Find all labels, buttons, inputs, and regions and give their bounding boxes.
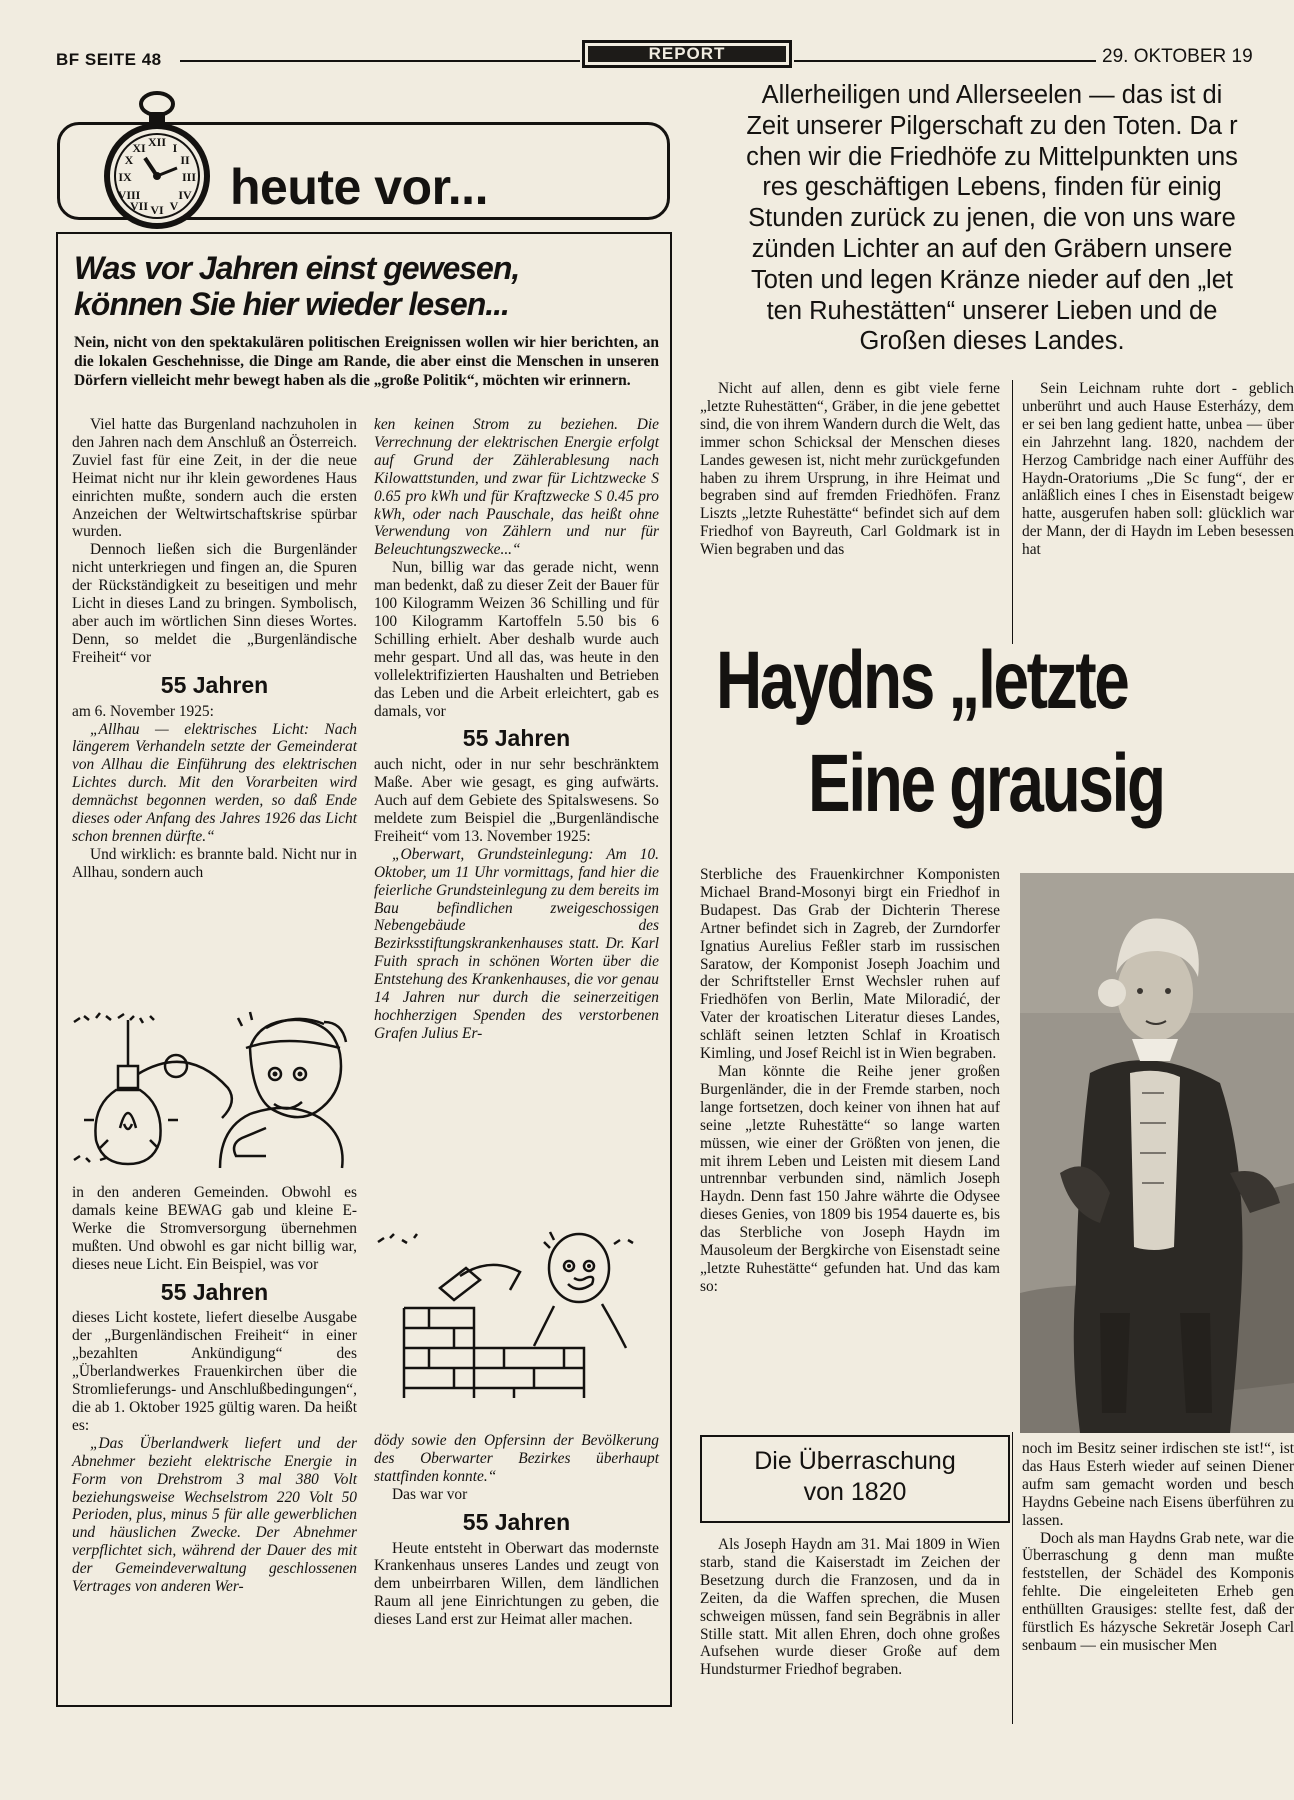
svg-text:VIII: VIII (117, 188, 141, 202)
svg-text:I: I (172, 141, 178, 155)
subhead-line-1: Was vor Jahren einst gewesen, (74, 250, 520, 286)
header-rule-left (180, 60, 580, 62)
quote: „Oberwart, Grundsteinlegung: Am 10. Oktober, um 11 Uhr vormittags, fand hier die feierliche Grundsteinlegung zu dem bereits im Bau befindlichen zweigeschossigen Nebengebäude des Bezirksstiftungskrankenhauses statt. Dr. Karl Fuith sprach in schönen Worten über die Entstehung des Krankenhauses, die vor genau 14 Jahren nur durch die seinerzeitigen hochherzigen Spenden des verstorbenen Grafen Julius Er- (374, 845, 659, 1042)
article-deck (690, 80, 1294, 357)
column-divider (1012, 380, 1013, 644)
right-column-a1 (700, 380, 1000, 646)
right-column-a2 (700, 866, 1000, 1424)
left-column-1b (72, 1184, 357, 1596)
bricklayer-cartoon (374, 1228, 664, 1400)
left-column-2a (374, 416, 659, 1043)
deck-line: Zeit unserer Pilgerschaft zu den Toten. Da r (746, 111, 1238, 140)
svg-text:V: V (169, 199, 179, 213)
deck-line: Toten und legen Kränze nieder auf den „let (750, 265, 1233, 294)
svg-text:VII: VII (129, 199, 149, 213)
deck-line: zünden Lichter an auf den Gräbern unsere (751, 234, 1233, 263)
haydn-portrait (1020, 873, 1294, 1433)
paragraph: Sein Leichnam ruhte dort - geblich unberührt und auch Hause Esterházy, dem er sei ben lang gedient hatte, unbea — über ein Jahrzehnt lang. 1820, nachdem der Herzog Cambridge nach einer Aufführ des Haydn-Oratoriums „Die Sc fung“, der er anläßlich eines I ches in Eisenstadt beigew hatte, ausgerufen haben soll: glücklich war der Mann, der di Haydn im Leben besessen hat (1022, 380, 1294, 559)
paragraph: dieses Licht kostete, liefert dieselbe Ausgabe der „Burgenländischen Freiheit“ in einer „bezahlten Ankündigung“ des „Überlandwerkes Frauenkirchen über die Stromlieferungs- und Anschlußbedingungen“, die ab 1. Oktober 1925 gültig waren. Da heißt es: (72, 1309, 357, 1434)
paragraph: Das war vor (392, 1485, 468, 1503)
paragraph: noch im Besitz seiner irdischen ste ist!“, ist das Haus Esterh wieder auf seinen Diener aufm sam gemacht worden und besch Haydns Gebeine nach Eisens überführen zu lassen. (1022, 1440, 1294, 1529)
deck-line: res geschäftigen Lebens, finden für einig (762, 173, 1222, 202)
paragraph: Sterbliche des Frauenkirchner Komponisten Michael Brand-Mosonyi birgt ein Friedhof in Budapest. Das Grab der Dichterin Therese Artner befindet sich in Zagreb, der Zurndorfer Ignatius Aurelius Feßler starb im russischen Saratow, der Komponist Joseph Joachim und der Schriftsteller Ernst Wechsler ruhen auf Friedhöfen von Berlin, Mate Miloradić, der Vater der kroatischen Literatur dieses Landes, schläft seinen letzten Schlaf in Kroatisch Kimling, und Josef Reichl ist in Wien begraben. (700, 866, 1000, 1063)
deck-line: Allerheiligen und Allerseelen — das ist di (761, 81, 1223, 109)
deck-line: ten Ruhestätten“ unserer Lieben und de (766, 296, 1218, 325)
deck-line: chen wir die Friedhöfe zu Mittelpunkten uns (746, 142, 1238, 171)
subheading-line-1: Die Überraschung (754, 1447, 956, 1475)
paragraph: Nun, billig war das gerade nicht, wenn man bedenkt, daß zu dieser Zeit der Bauer für 100 Kilogramm Weizen 36 Schilling und für 100 Kilogramm Kartoffeln 5.50 bis 6 Schilling erhielt. Aber deshalb wurde auch mehr gespart. Und all das, was heute in den vollelektrifizierten Haushalten und Betrieben das Leben und die Arbeit erleichtert, gab es damals, vor (374, 559, 659, 720)
svg-text:X: X (124, 153, 134, 167)
deck-line: Stunden zurück zu jenen, die von uns ware (748, 204, 1236, 233)
section-label: REPORT (588, 46, 786, 62)
svg-text:II: II (180, 153, 190, 167)
years-heading: 55 Jahren (160, 1278, 269, 1305)
portrait-engraving (1020, 873, 1294, 1433)
paragraph: Heute entsteht in Oberwart das modernste Krankenhaus unseres Landes und zeugt von dem unbeirrbaren Willen, dem ländlichen Raum all jene Einrichtungen zu geben, die dieses Land erst zur Heimat aller machen. (374, 1539, 659, 1629)
header-rule-right (794, 60, 1096, 62)
svg-text:III: III (181, 170, 197, 184)
page-label: BF SEITE 48 (56, 50, 162, 69)
headline-line-1: Haydns „letzte (716, 635, 1128, 726)
quote: dödy sowie den Opfersinn der Bevölkerung des Oberwarter Bezirkes überhaupt stattfinden konnte.“ (374, 1432, 659, 1485)
svg-text:VI: VI (150, 203, 164, 217)
quote: „Allhau — elektrisches Licht: Nach längerem Verhandeln setzte der Gemeinderat von Allhau die Einführung des elektrischen Lichtes durch. Mit den Vorarbeiten wird demnächst begonnen werden, so daß Ende dieses oder Anfang des Jahres 1926 das Licht schon brennen dürfte.“ (72, 720, 357, 845)
paragraph: am 6. November 1925: (72, 702, 214, 720)
paragraph: auch nicht, oder in nur sehr beschränktem Maße. Aber wie gesagt, es ging aufwärts. Auch auf dem Gebiete des Spitalswesens. So meldete zum Beispiel die „Burgenländische Freiheit“ vom 13. November 1925: (374, 756, 659, 845)
issue-date: 29. OKTOBER 19 (1102, 46, 1253, 67)
article-subhead (74, 250, 654, 322)
quote: „Das Überlandwerk liefert und der Abnehmer bezieht elektrische Energie in Form von Drehstrom 3 mal 380 Volt beziehungsweise Wechselstrom 220 Volt 50 Perioden, plus, minus 5 für alle gewerblichen und häuslichen Zwecke. Der Abnehmer verpflichtet sich, während der Dauer des mit der Gemeindeverwaltung geschlossenen Vertrages von anderen Wer- (72, 1434, 357, 1596)
lightbulb-cartoon (70, 1008, 360, 1170)
pocket-watch-icon (97, 90, 217, 230)
section-label-box (582, 40, 792, 68)
paragraph: Und wirklich: es brannte bald. Nicht nur in Allhau, sondern auch (72, 845, 357, 881)
quote: ken keinen Strom zu beziehen. Die Verrechnung der elektrischen Energie erfolgt auf Grund der Zählerablesung nach Kilowattstunden, und zwar für Lichtzwecke S 0.65 pro kWh und für Kraftzwecke S 0.45 pro kWh, oder nach Pauschale, das heißt ohne Verwendung von Zählern und nur für Beleuchtungszwecke...“ (374, 416, 659, 559)
right-column-b2 (1022, 1440, 1294, 1730)
column-title: heute vor... (230, 159, 488, 215)
left-column-1a (72, 416, 357, 882)
years-heading: 55 Jahren (462, 725, 571, 752)
deck-line: Großen dieses Landes. (859, 327, 1125, 356)
svg-text:IX: IX (118, 170, 132, 184)
svg-text:XII: XII (147, 135, 167, 149)
paragraph: Viel hatte das Burgenland nachzuholen in den Jahren nach dem Anschluß an Österreich. Zuviel fast für eine Zeit, in der die neue Heimat nicht nur ihr klein gewordenes Haus einrichten mußte, sondern auch die ersten Anzeichen der Weltwirtschaftskrise spürbar wurden. (72, 416, 357, 541)
subheading (700, 1446, 1010, 1508)
column-divider (1012, 1432, 1013, 1724)
paragraph: Doch als man Haydns Grab nete, war die Überraschung g denn man mußte feststellen, der Schädel des Komponis fehlte. Die eingeleiteten Erheb gen enthüllten Grausiges: stellte fest, daß der fürstlich Es házysche Sekretär Joseph Carl senbaum — ein musischer Men (1022, 1529, 1294, 1654)
subhead-line-2: können Sie hier wieder lesen... (74, 286, 509, 322)
right-column-b1 (1022, 380, 1294, 646)
years-heading: 55 Jahren (160, 671, 269, 698)
paragraph: Dennoch ließen sich die Burgenländer nicht unterkriegen und fingen an, die Spuren der Rückständigkeit zu beseitigen und mehr Licht in dieses Land zu bringen. Symbolisch, aber auch im wörtlichen Sinn dieses Wortes. Denn, so meldet die „Burgenländische Freiheit“ vor (72, 541, 357, 666)
paragraph: Man könnte die Reihe jener großen Burgenländer, die in der Fremde starben, noch lange fortsetzen, doch keiner von ihnen hat auf seine „letzte Ruhestätte“ so lange warten müssen, wie einer der Größten von jenen, die mit ihrem Leben und Leisten mit diesem Land untrennbar verbunden sind, nämlich Joseph Haydn. Denn fast 150 Jahre währte die Odysee dieses Genies, von 1809 bis 1954 dauerte es, bis das Sterbliche von Joseph Haydn im Mausoleum der Bergkirche von Eisenstadt seine „letzte Ruhestätte“ gefunden hat. Und das kam so: (700, 1062, 1000, 1295)
paragraph: in den anderen Gemeinden. Obwohl es damals keine BEWAG gab und kleine E-Werke die Stromversorgung übernehmen mußten. Und obwohl es gar nicht billig war, dieses neue Licht. Ein Beispiel, was vor (72, 1184, 357, 1273)
subheading-line-2: von 1820 (803, 1478, 907, 1506)
left-column-2b (374, 1432, 659, 1629)
svg-text:XI: XI (132, 141, 146, 155)
right-column-a3 (700, 1536, 1000, 1726)
years-heading: 55 Jahren (462, 1508, 571, 1535)
svg-text:IV: IV (178, 188, 192, 202)
paragraph: Nicht auf allen, denn es gibt viele ferne „letzte Ruhestätten“, Gräber, in die jene gebettet sind, die von ihrem Wandern durch die Welt, das immer schon Schicksal der Menschen dieses Landes gewesen ist, nicht mehr zurückgefunden haben zu ihrem Ursprung, in ihre Heimat und begraben sind auf fremden Friedhöfen. Franz Liszts „letzte Ruhestätte“ befindet sich auf dem Friedhof von Bayreuth, Carl Goldmark ist in Wien begraben und das (700, 380, 1000, 559)
headline-line-2: Eine grausig (808, 738, 1164, 829)
paragraph: Als Joseph Haydn am 31. Mai 1809 in Wien starb, stand die Kaiserstadt im Zeichen der Besetzung durch die Franzosen, und da in Zeiten, da die Waffen sprechen, die Musen schweigen müssen, fand sein Begräbnis in aller Stille statt. Mit allen Ehren, doch ohne großes Aufsehen wurde dieser Große auf dem Hundsturmer Friedhof begraben. (700, 1536, 1000, 1679)
article-intro: Nein, nicht von den spektakulären politischen Ereignissen wollen wir hier berichten, an die lokalen Geschehnisse, die Dinge am Rande, die aber einst die Menschen in unseren Dörfern vielleicht mehr bewegt haben als die „große Politik“, möchten wir erinnern. (74, 334, 659, 389)
